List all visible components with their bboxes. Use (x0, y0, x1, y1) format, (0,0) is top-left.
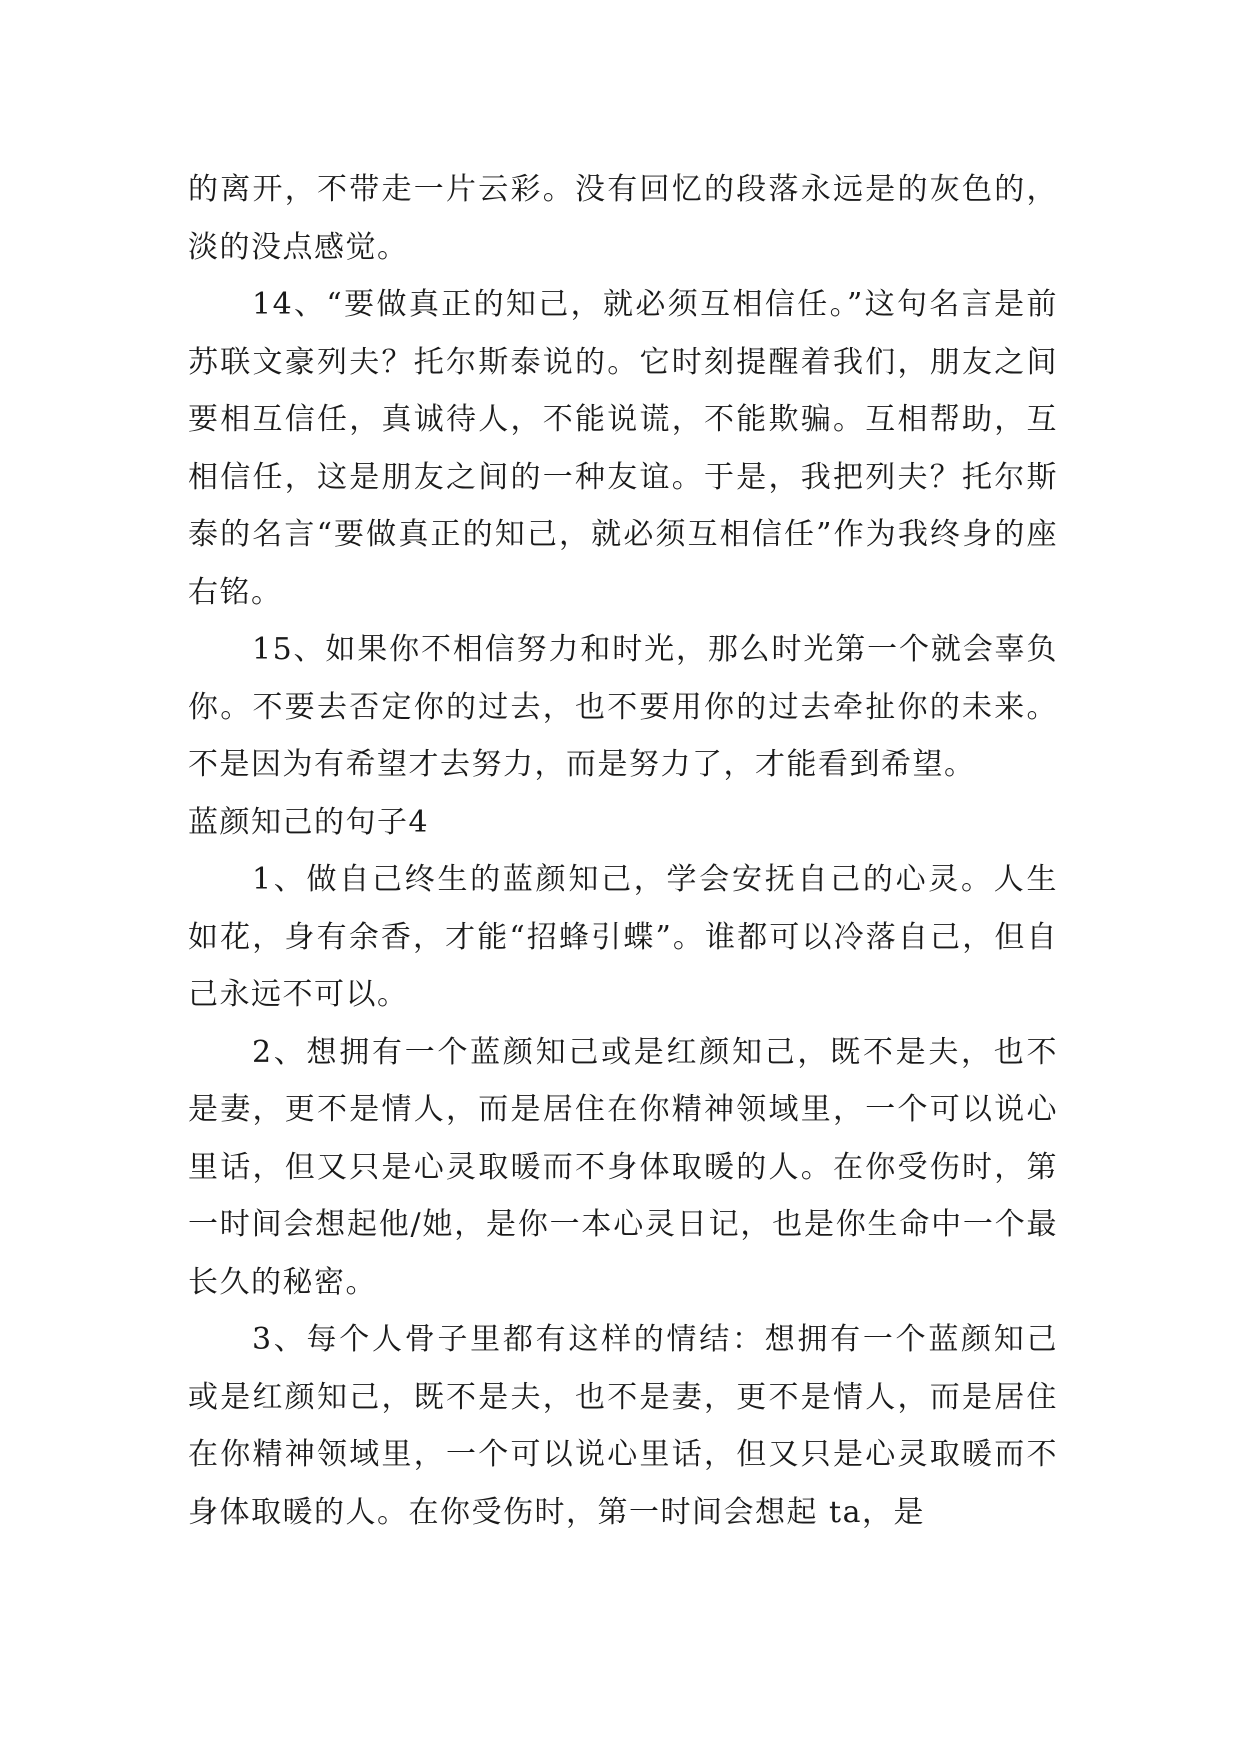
paragraph-item-15: 15、如果你不相信努力和时光，那么时光第一个就会辜负你。不要去否定你的过去，也不要用你的过去牵扯你的未来。不是因为有希望才去努力，而是努力了，才能看到希望。 (188, 632, 1058, 782)
paragraph-continued: 的离开，不带走一片云彩。没有回忆的段落永远是的灰色的，淡的没点感觉。 (188, 172, 1058, 265)
document-body (188, 161, 1058, 1541)
section-paragraph-3: 3、每个人骨子里都有这样的情结：想拥有一个蓝颜知己或是红颜知己，既不是夫，也不是妻，更不是情人，而是居住在你精神领域里，一个可以说心里话，但又只是心灵取暖而不身体取暖的人。在你受伤时，第一时间会想起 ta，是 (188, 1322, 1058, 1530)
section-heading: 蓝颜知己的句子4 (188, 804, 430, 840)
paragraph-item-14: 14、“要做真正的知己，就必须互相信任。”这句名言是前苏联文豪列夫？托尔斯泰说的。它时刻提醒着我们，朋友之间要相互信任，真诚待人，不能说谎，不能欺骗。互相帮助，互相信任，这是朋友之间的一种友谊。于是，我把列夫？托尔斯泰的名言“要做真正的知己，就必须互相信任”作为我终身的座右铭。 (188, 287, 1058, 610)
section-paragraph-1: 1、做自己终生的蓝颜知己，学会安抚自己的心灵。人生如花，身有余香，才能“招蜂引蝶”。谁都可以冷落自己，但自己永远不可以。 (188, 862, 1058, 1012)
section-paragraph-2: 2、想拥有一个蓝颜知己或是红颜知己，既不是夫，也不是妻，更不是情人，而是居住在你精神领域里，一个可以说心里话，但又只是心灵取暖而不身体取暖的人。在你受伤时，第一时间会想起他/她，是你一本心灵日记，也是你生命中一个最长久的秘密。 (188, 1034, 1058, 1300)
